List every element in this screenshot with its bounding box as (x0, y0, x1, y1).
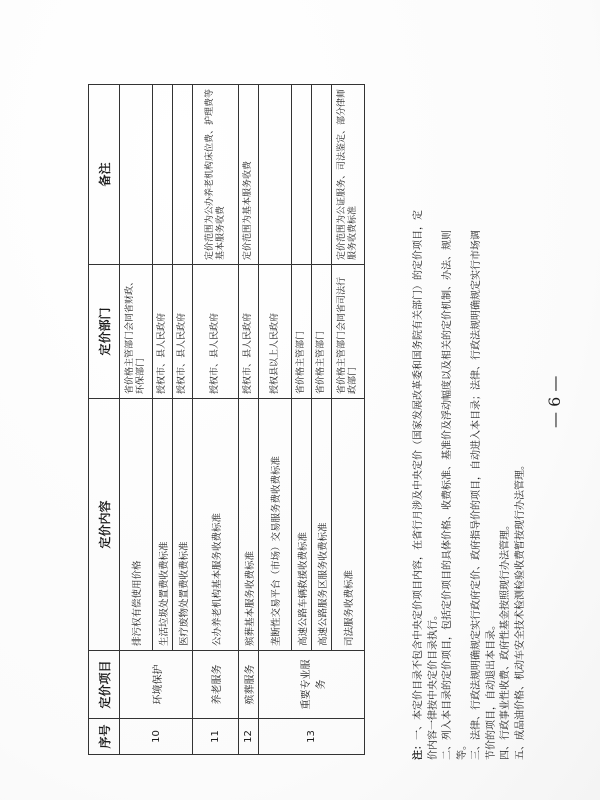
header-dept: 定价部门 (89, 265, 120, 399)
footnote-line: 五、成品油价格、机动车安全技术检测检验收费暂按现行办法管理。 (514, 460, 526, 760)
footnotes (412, 60, 528, 760)
dept-cell: 省价格主管部门会同省司法行政部门 (332, 265, 365, 399)
footnote-line: 价内容一律按中央定价目录执行。 (427, 610, 439, 760)
note-cell: 定价范围为公办养老机构床位费、护理费等基本服务收费 (193, 85, 239, 265)
content-cell: 排污权有偿使用价格 (120, 399, 153, 651)
header-seq: 序号 (89, 719, 120, 755)
table-row (239, 85, 259, 755)
dept-cell: 授权县以上人民政府 (259, 265, 292, 399)
seq-cell: 10 (120, 719, 193, 755)
table-header-row (89, 85, 120, 755)
dept-cell: 授权市、县人民政府 (173, 265, 193, 399)
note-cell (173, 85, 193, 265)
item-cell: 重要专业服务 (259, 651, 365, 719)
content-cell: 公办养老机构基本服务收费标准 (193, 399, 239, 651)
seq-cell: 12 (239, 719, 259, 755)
item-cell: 环境保护 (120, 651, 193, 719)
seq-cell: 13 (259, 719, 365, 755)
note-cell (259, 85, 292, 265)
table-row (193, 85, 239, 755)
dept-cell: 授权市、县人民政府 (239, 265, 259, 399)
header-content: 定价内容 (89, 399, 120, 651)
dept-cell: 省价格主管部门 (292, 265, 312, 399)
note-cell (120, 85, 153, 265)
table-row (259, 85, 292, 755)
header-note: 备注 (89, 85, 120, 265)
dept-cell: 授权市、县人民政府 (193, 265, 239, 399)
content-cell: 医疗废物处置费收费标准 (173, 399, 193, 651)
footnote-line: 四、行政事业性收费、政府性基金按照现行办法管理。 (500, 520, 511, 760)
pricing-table (88, 84, 365, 755)
dept-cell: 授权市、县人民政府 (153, 265, 173, 399)
note-cell: 定价范围为基本服务收费 (239, 85, 259, 265)
footnote-text: 一、本定价目录不包含中央定价项目内容，在省行月涉及中央定价（国家发展改革委和国务院有关部门）的定价项目，定 (413, 210, 424, 740)
footnote-line: 节价的项目，自动退出本目录。 (485, 620, 497, 760)
note-cell (312, 85, 332, 265)
item-cell: 殡葬服务 (239, 651, 259, 719)
note-cell (292, 85, 312, 265)
item-cell: 养老服务 (193, 651, 239, 719)
content-cell: 高速公路车辆救援收费标准 (292, 399, 312, 651)
footnote-label: 注： (413, 740, 424, 760)
content-cell: 高速公路服务区服务收费标准 (312, 399, 332, 651)
footnote-line: 等。 (456, 740, 468, 760)
content-cell: 司法服务收费标准 (332, 399, 365, 651)
dept-cell: 省价格主管部门会同省财政、环保部门 (120, 265, 153, 399)
note-cell (153, 85, 173, 265)
table-row (120, 85, 153, 755)
page-number: — 6 — (545, 375, 564, 428)
content-cell: 殡葬基本服务收费标准 (239, 399, 259, 651)
dept-cell: 省价格主管部门 (312, 265, 332, 399)
content-cell: 生活垃圾处置费收费标准 (153, 399, 173, 651)
footnote-line: 二、列入本目录的定价项目，包括定价项目的具体价格、收费标准、基准价及浮动幅度以及相关的定价机制、办法、规则 (442, 230, 453, 760)
footnote-line (412, 60, 427, 760)
note-cell: 定价范围为公证服务、司法鉴定、部分律师服务收费标准 (332, 85, 365, 265)
content-cell: 垄断性交易平台（市场）交易服务费收费标准 (259, 399, 292, 651)
header-item: 定价项目 (89, 651, 120, 719)
footnote-line: 三、法律、行政法规明确规定实行政府定价、政府指导价的项目，自动进入本目录；法律、行政法规明确规定实行市场调 (471, 230, 482, 760)
seq-cell: 11 (193, 719, 239, 755)
